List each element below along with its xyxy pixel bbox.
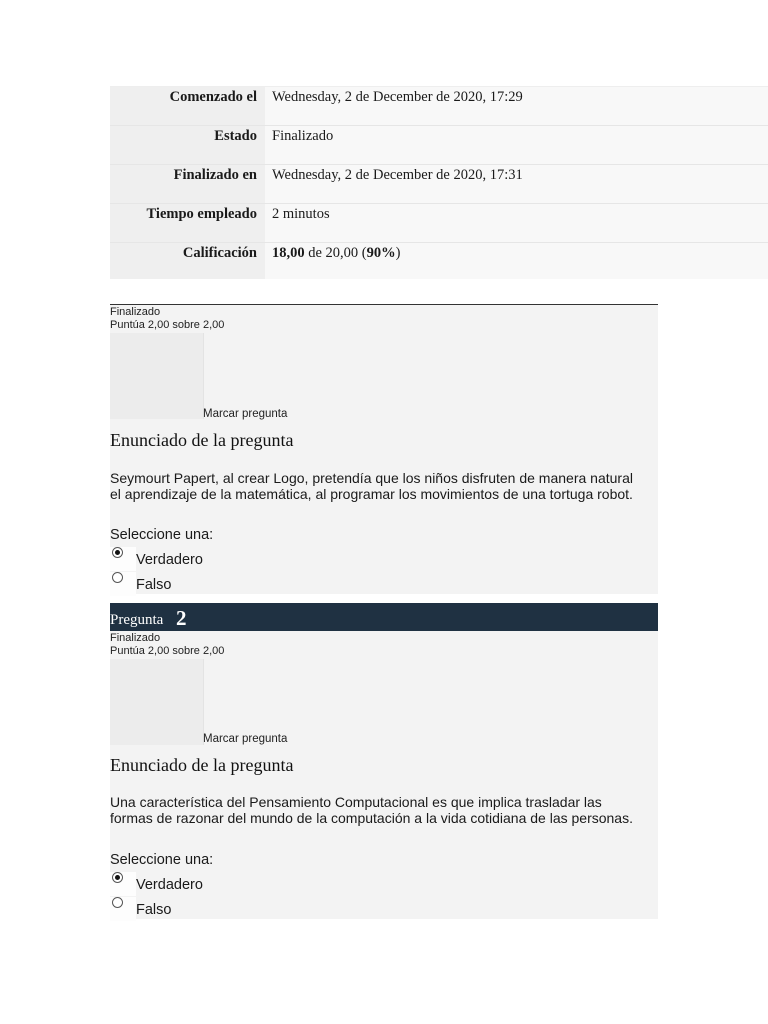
summary-value: Wednesday, 2 de December de 2020, 17:31: [265, 165, 768, 203]
summary-row-grade: [110, 242, 768, 279]
summary-row-state: [110, 125, 768, 164]
question-number: 2: [176, 606, 187, 630]
option-label: Falso: [136, 902, 172, 918]
option-label: Verdadero: [136, 877, 203, 893]
summary-value: 2 minutos: [265, 204, 768, 242]
summary-row-started: [110, 86, 768, 125]
summary-label: Estado: [110, 126, 265, 164]
question-state: Finalizado: [110, 632, 161, 644]
option-true[interactable]: [110, 872, 250, 892]
attempt-summary-table: [110, 86, 768, 279]
answer-prompt: Seleccione una:: [110, 527, 214, 543]
grade-close: ): [395, 245, 401, 261]
question-grade: Puntúa 2,00 sobre 2,00: [110, 319, 225, 331]
option-label: Verdadero: [136, 552, 203, 568]
grade-value: [265, 243, 768, 279]
flag-icon[interactable]: [110, 659, 204, 745]
radio-selected-icon[interactable]: [112, 872, 123, 883]
question-2: [110, 631, 658, 919]
question-2-header: [110, 603, 658, 631]
question-title: Enunciado de la pregunta: [110, 755, 294, 775]
radio-selected-icon[interactable]: [112, 547, 123, 558]
summary-label: Calificación: [110, 243, 265, 279]
option-false[interactable]: [110, 897, 250, 917]
question-1: [110, 304, 658, 594]
option-label: Falso: [136, 577, 172, 593]
flag-question-link[interactable]: Marcar pregunta: [203, 733, 288, 745]
question-title: Enunciado de la pregunta: [110, 430, 294, 450]
question-word: Pregunta: [110, 612, 164, 628]
option-true[interactable]: [110, 547, 250, 567]
summary-row-time: [110, 203, 768, 242]
summary-label: Tiempo empleado: [110, 204, 265, 242]
flag-question-link[interactable]: Marcar pregunta: [203, 408, 288, 420]
radio-icon[interactable]: [112, 572, 123, 583]
question-text: Una característica del Pensamiento Computacional es que implica trasladar las formas de razonar del mundo de la computación a la vida cotidiana de las personas.: [110, 794, 633, 826]
grade-percent: 90%: [366, 245, 396, 261]
radio-icon[interactable]: [112, 897, 123, 908]
option-false[interactable]: [110, 572, 250, 592]
question-state: Finalizado: [110, 306, 161, 318]
summary-label: Comenzado el: [110, 87, 265, 125]
summary-label: Finalizado en: [110, 165, 265, 203]
question-grade: Puntúa 2,00 sobre 2,00: [110, 645, 225, 657]
summary-value: Wednesday, 2 de December de 2020, 17:29: [265, 87, 768, 125]
grade-out-of: de 20,00 (: [304, 245, 367, 261]
grade-score: 18,00: [272, 245, 305, 261]
question-text: Seymourt Papert, al crear Logo, pretendía que los niños disfruten de manera natural el aprendizaje de la matemática, al programar los movimientos de una tortuga robot.: [110, 470, 633, 502]
answer-prompt: Seleccione una:: [110, 852, 214, 868]
summary-row-finished: [110, 164, 768, 203]
summary-value: Finalizado: [265, 126, 768, 164]
flag-icon[interactable]: [110, 333, 204, 419]
